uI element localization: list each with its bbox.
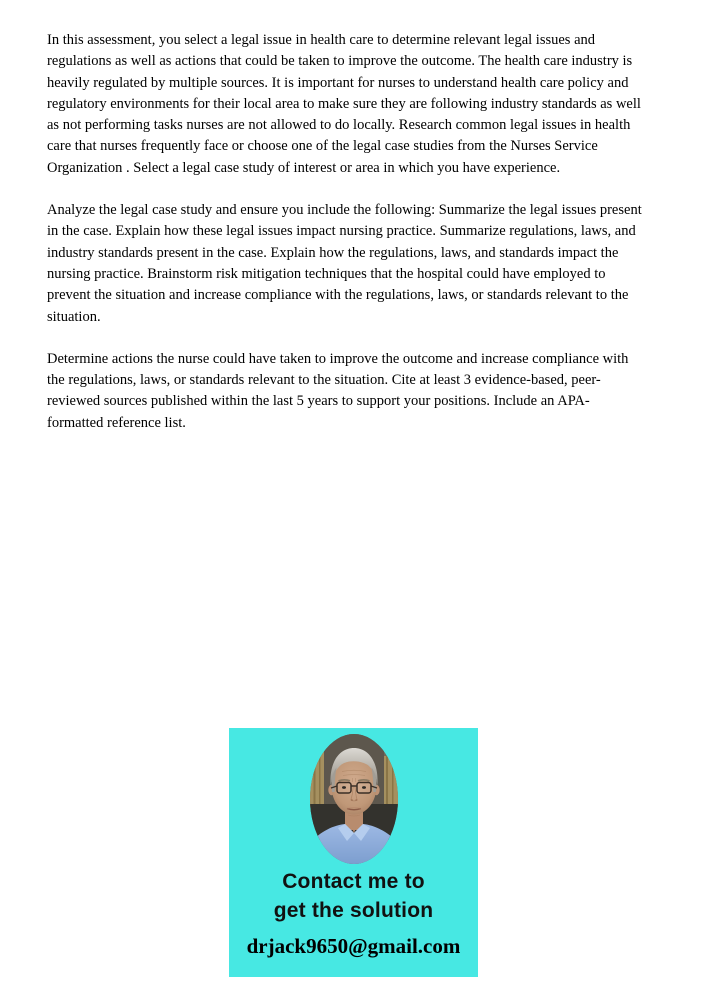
contact-heading-line1: Contact me to bbox=[282, 870, 425, 893]
assignment-text bbox=[47, 30, 645, 455]
contact-card bbox=[229, 728, 478, 977]
tutor-portrait-photo bbox=[310, 734, 398, 864]
portrait-illustration bbox=[310, 734, 398, 864]
contact-heading bbox=[229, 867, 478, 925]
contact-heading-line2: get the solution bbox=[273, 899, 434, 922]
contact-email: drjack9650@gmail.com bbox=[246, 934, 461, 958]
assignment-paragraph-2: Analyze the legal case study and ensure you include the following: Summarize the legal issues present in the case. Explain how these legal issues impact nursing practice. Summarize regulations, laws, and industry standards present in the case. Explain how the regulations, laws, and standards impact the nursing practice. Brainstorm risk mitigation techniques that the hospital could have employed to prevent the situation and increase compliance with the regulations, laws, or standards relevant to the situation. bbox=[47, 202, 642, 325]
assignment-paragraph-1: In this assessment, you select a legal issue in health care to determine relevant legal issues and regulations as well as actions that could be taken to improve the outcome. The health care industry is heavily regulated by multiple sources. It is important for nurses to understand health care policy and regulatory environments for their local area to make sure they are following industry standards as well as not performing tasks nurses are not allowed to do locally. Research common legal issues in health care that nurses frequently face or choose one of the legal case studies from the Nurses Service Organization . Select a legal case study of interest or area in which you have experience. bbox=[47, 32, 641, 176]
assignment-paragraph-3: Determine actions the nurse could have taken to improve the outcome and increase compliance with the regulations, laws, or standards relevant to the situation. Cite at least 3 evidence-based, peer-reviewed sources published within the last 5 years to support your positions. Include an APA-formatted reference list. bbox=[47, 350, 629, 431]
